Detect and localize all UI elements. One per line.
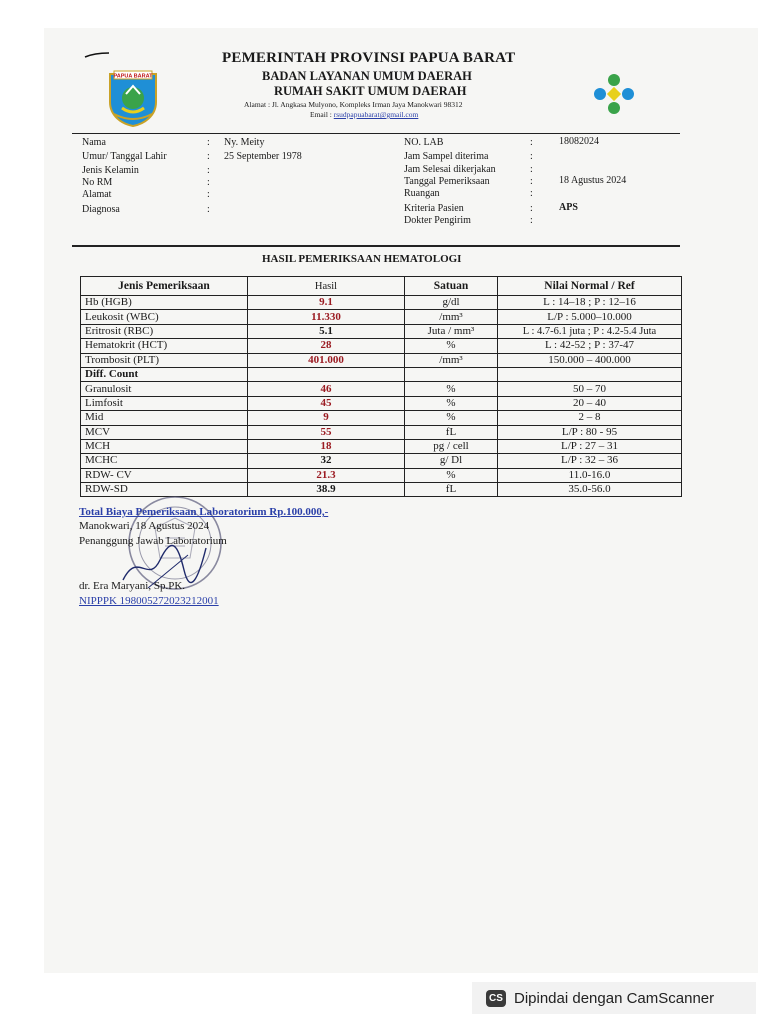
test-ref: L : 14–18 ; P : 12–16 [498, 296, 682, 310]
place-date: Manokwari, 18 Agustus 2024 [79, 520, 210, 532]
col-header-ref: Nilai Normal / Ref [498, 277, 682, 296]
test-unit: fL [405, 425, 498, 439]
responsible-label: Penanggung Jawab Laboratorium [79, 535, 227, 547]
table-row [81, 411, 682, 425]
table-row [81, 454, 682, 468]
info-sep: : [207, 189, 210, 200]
test-name: Mid [81, 411, 248, 425]
test-result: 5.1 [248, 324, 405, 338]
health-ministry-logo [592, 72, 636, 116]
test-ref: L : 4.7-6.1 juta ; P : 4.2-5.4 Juta [498, 324, 682, 338]
email-link[interactable]: rsudpapuabarat@gmail.com [333, 110, 419, 119]
test-name: RDW- CV [81, 468, 248, 482]
info-label: NO. LAB [404, 137, 444, 148]
header-email [310, 110, 418, 119]
logo-text: PAPUA BARAT [113, 73, 153, 80]
info-label: Kriteria Pasien [404, 203, 464, 214]
header-rule [72, 133, 680, 134]
table-row [81, 339, 682, 353]
info-label: No RM [82, 177, 113, 188]
test-unit: % [405, 339, 498, 353]
test-ref [498, 367, 682, 381]
test-ref: L/P : 5.000–10.000 [498, 310, 682, 324]
test-unit: % [405, 468, 498, 482]
test-result: 46 [248, 382, 405, 396]
info-sep: : [530, 203, 533, 214]
doctor-name: dr. Era Maryani, Sp.PK. [79, 580, 186, 592]
info-sep: : [207, 177, 210, 188]
patient-birthdate: 25 September 1978 [224, 151, 302, 162]
section-label: Diff. Count [81, 367, 248, 381]
table-row [81, 310, 682, 324]
col-header-unit: Satuan [405, 277, 498, 296]
info-label: Ruangan [404, 188, 440, 199]
test-ref: 20 – 40 [498, 396, 682, 410]
test-unit [405, 367, 498, 381]
exam-date: 18 Agustus 2024 [559, 175, 627, 186]
test-name: MCHC [81, 454, 248, 468]
table-row [81, 367, 682, 381]
test-ref: 50 – 70 [498, 382, 682, 396]
test-unit: fL [405, 483, 498, 497]
table-row [81, 382, 682, 396]
test-result: 9 [248, 411, 405, 425]
table-row [81, 439, 682, 453]
test-name: Limfosit [81, 396, 248, 410]
info-sep: : [207, 137, 210, 148]
test-name: MCV [81, 425, 248, 439]
info-label: Diagnosa [82, 204, 120, 215]
table-title: HASIL PEMERIKSAAN HEMATOLOGI [262, 253, 462, 265]
test-unit: g/ Dl [405, 454, 498, 468]
test-result: 21.3 [248, 468, 405, 482]
info-sep: : [530, 188, 533, 199]
info-label: Tanggal Pemeriksaan [404, 176, 490, 187]
test-result: 55 [248, 425, 405, 439]
doctor-nip: NIPPPK 198005272023212001 [79, 595, 219, 607]
table-row [81, 353, 682, 367]
hematology-table [80, 276, 682, 497]
test-name: Trombosit (PLT) [81, 353, 248, 367]
camscanner-icon: CS [486, 990, 506, 1007]
test-name: Leukosit (WBC) [81, 310, 248, 324]
test-result: 28 [248, 339, 405, 353]
test-unit: g/dl [405, 296, 498, 310]
test-result [248, 367, 405, 381]
table-row [81, 468, 682, 482]
test-result: 18 [248, 439, 405, 453]
test-result: 11.330 [248, 310, 405, 324]
test-unit: % [405, 382, 498, 396]
test-ref: 150.000 – 400.000 [498, 353, 682, 367]
test-result: 9.1 [248, 296, 405, 310]
camscanner-text: Dipindai dengan CamScanner [514, 989, 715, 1007]
info-label: Dokter Pengirim [404, 215, 471, 226]
info-sep: : [530, 176, 533, 187]
info-sep: : [207, 151, 210, 162]
test-ref: L/P : 32 – 36 [498, 454, 682, 468]
test-name: Hematokrit (HCT) [81, 339, 248, 353]
info-label: Jam Sampel diterima [404, 151, 489, 162]
info-sep: : [207, 165, 210, 176]
test-name: RDW-SD [81, 483, 248, 497]
test-unit: pg / cell [405, 439, 498, 453]
info-sep: : [530, 164, 533, 175]
header-hospital: RUMAH SAKIT UMUM DAERAH [274, 84, 467, 98]
pen-mark [84, 52, 110, 58]
table-top-rule [72, 245, 680, 247]
header-address: Alamat : Jl. Angkasa Mulyono, Kompleks Irman Jaya Manokwari 98312 [244, 100, 463, 109]
test-result: 38.9 [248, 483, 405, 497]
table-row [81, 425, 682, 439]
camscanner-badge [472, 982, 756, 1014]
test-name: Hb (HGB) [81, 296, 248, 310]
test-ref: L/P : 27 – 31 [498, 439, 682, 453]
info-sep: : [530, 137, 533, 148]
table-header-row [81, 277, 682, 296]
test-ref: 35.0-56.0 [498, 483, 682, 497]
info-label: Umur/ Tanggal Lahir [82, 151, 167, 162]
test-unit: % [405, 411, 498, 425]
table-row [81, 324, 682, 338]
province-logo [104, 68, 162, 128]
info-label: Nama [82, 137, 106, 148]
test-name: Granulosit [81, 382, 248, 396]
table-row [81, 396, 682, 410]
header-province: PEMERINTAH PROVINSI PAPUA BARAT [222, 50, 516, 66]
test-ref: 2 – 8 [498, 411, 682, 425]
test-result: 401.000 [248, 353, 405, 367]
patient-name: Ny. Meity [224, 137, 265, 148]
info-label: Alamat [82, 189, 112, 200]
col-header-result: Hasil [248, 277, 405, 296]
test-name: Eritrosit (RBC) [81, 324, 248, 338]
test-result: 32 [248, 454, 405, 468]
test-result: 45 [248, 396, 405, 410]
total-cost: Total Biaya Pemeriksaan Laboratorium Rp.100.000,- [79, 506, 329, 518]
test-name: MCH [81, 439, 248, 453]
header-agency: BADAN LAYANAN UMUM DAERAH [262, 69, 472, 83]
test-ref: L : 42-52 ; P : 37-47 [498, 339, 682, 353]
email-label: Email : [310, 110, 334, 119]
test-unit: % [405, 396, 498, 410]
col-header-test: Jenis Pemeriksaan [81, 277, 248, 296]
test-ref: L/P : 80 - 95 [498, 425, 682, 439]
info-label: Jam Selesai dikerjakan [404, 164, 496, 175]
test-unit: /mm³ [405, 353, 498, 367]
test-unit: /mm³ [405, 310, 498, 324]
info-label: Jenis Kelamin [82, 165, 139, 176]
table-row [81, 296, 682, 310]
info-sep: : [530, 215, 533, 226]
lab-number: 18082024 [559, 136, 599, 147]
test-unit: Juta / mm³ [405, 324, 498, 338]
info-sep: : [530, 151, 533, 162]
info-sep: : [207, 204, 210, 215]
test-ref: 11.0-16.0 [498, 468, 682, 482]
patient-criteria: APS [559, 202, 578, 213]
